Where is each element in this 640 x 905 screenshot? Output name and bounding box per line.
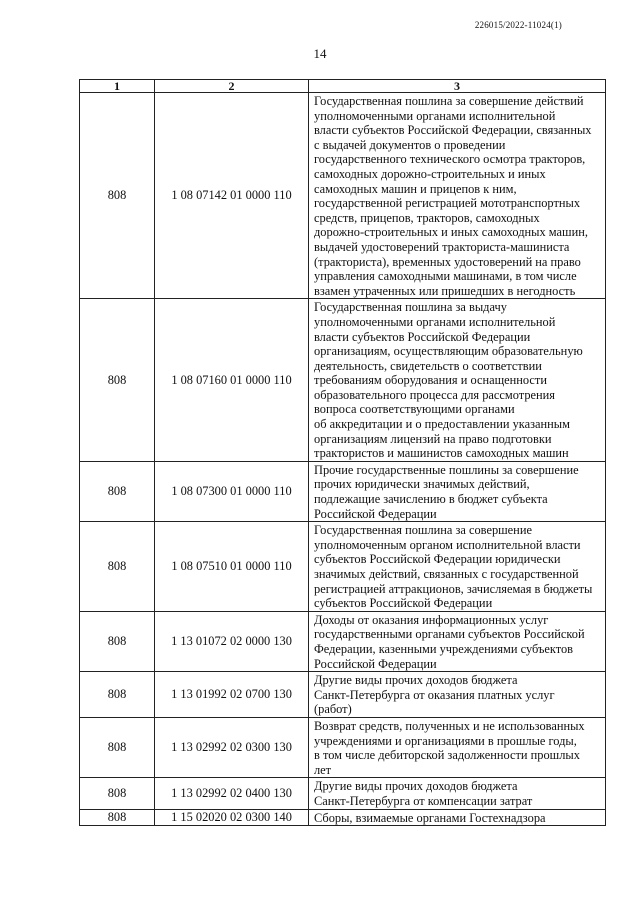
revenue-name-line: вопроса соответствующими органами bbox=[314, 402, 515, 417]
revenue-name-cell bbox=[309, 299, 606, 462]
revenue-name-line: подлежащие зачислению в бюджет субъекта bbox=[314, 492, 548, 507]
revenue-name-line: Сборы, взимаемые органами Гостехнадзора bbox=[314, 810, 546, 825]
revenue-code-cell: 1 08 07510 01 0000 110 bbox=[155, 522, 309, 612]
revenue-name-line: Другие виды прочих доходов бюджета bbox=[314, 779, 518, 794]
revenue-name-line: уполномоченным органом исполнительной власти bbox=[314, 537, 581, 552]
column-header: 2 bbox=[155, 80, 309, 93]
table-row bbox=[80, 522, 606, 612]
revenue-name-cell bbox=[309, 809, 606, 826]
revenue-name-cell bbox=[309, 461, 606, 521]
revenue-name-line: организациям, осуществляющим образовательную bbox=[314, 344, 583, 359]
revenue-name-cell bbox=[309, 717, 606, 777]
revenue-name-cell bbox=[309, 93, 606, 299]
admin-code-cell: 808 bbox=[80, 461, 155, 521]
revenue-name-line: значимых действий, связанных с государственной bbox=[314, 567, 579, 581]
admin-code-cell: 808 bbox=[80, 299, 155, 462]
revenue-code-cell: 1 13 02992 02 0400 130 bbox=[155, 778, 309, 809]
revenue-name-cell bbox=[309, 611, 606, 671]
table-row bbox=[80, 809, 606, 826]
table-row bbox=[80, 717, 606, 777]
revenue-code-cell: 1 08 07160 01 0000 110 bbox=[155, 299, 309, 462]
revenue-name-line: Санкт-Петербурга от компенсации затрат bbox=[314, 793, 533, 808]
admin-code-cell: 808 bbox=[80, 717, 155, 777]
table-row bbox=[80, 672, 606, 718]
revenue-name-line: Прочие государственные пошлины за совершение bbox=[314, 462, 579, 477]
revenue-name-line: управления самоходными машинами, в том числе bbox=[314, 269, 577, 284]
revenue-name-line: Государственная пошлина за совершение действий bbox=[314, 94, 584, 108]
revenue-name-line: организациям лицензий на право подготовки bbox=[314, 431, 552, 446]
page-number: 14 bbox=[313, 46, 327, 61]
column-header: 3 bbox=[309, 80, 606, 93]
revenue-name-cell bbox=[309, 672, 606, 718]
revenue-name-line: самоходных машин и прицепов к ним, bbox=[314, 181, 517, 196]
revenue-name-line: Федерации, казенными учреждениями субъектов bbox=[314, 641, 574, 656]
column-header: 1 bbox=[80, 80, 155, 93]
table-row bbox=[80, 778, 606, 809]
revenue-code-cell: 1 08 07300 01 0000 110 bbox=[155, 461, 309, 521]
revenue-name-line: уполномоченными органами исполнительной bbox=[314, 108, 556, 123]
table-row bbox=[80, 611, 606, 671]
revenue-name-line: образовательного процесса для рассмотрения bbox=[314, 387, 555, 402]
revenue-name-line: Возврат средств, полученных и не использованных bbox=[314, 718, 585, 733]
revenue-code-cell: 1 15 02020 02 0300 140 bbox=[155, 809, 309, 826]
revenue-name-line: прочих юридически значимых действий, bbox=[314, 477, 530, 492]
revenue-name-line: государственными органами субъектов Российской bbox=[314, 627, 585, 642]
table-header-row bbox=[80, 80, 606, 93]
revenue-name-line: уполномоченными органами исполнительной bbox=[314, 314, 556, 329]
table-row bbox=[80, 461, 606, 521]
revenue-name-line: средств, прицепов, тракторов, самоходных bbox=[314, 210, 540, 225]
revenue-name-line: Доходы от оказания информационных услуг bbox=[314, 612, 549, 627]
revenue-name-line: Государственная пошлина за выдачу bbox=[314, 300, 507, 315]
revenue-code-cell: 1 08 07142 01 0000 110 bbox=[155, 93, 309, 299]
revenue-name-line: об аккредитации и о предоставлении указанным bbox=[314, 417, 570, 432]
revenue-name-line: Российской Федерации bbox=[314, 656, 437, 671]
revenue-name-line: (работ) bbox=[314, 702, 352, 717]
table-row bbox=[80, 93, 606, 299]
document-number: 226015/2022-11024(1) bbox=[474, 20, 562, 30]
revenue-code-cell: 1 13 02992 02 0300 130 bbox=[155, 717, 309, 777]
revenue-name-line: субъектов Российской Федерации bbox=[314, 596, 493, 611]
revenue-code-cell: 1 13 01072 02 0000 130 bbox=[155, 611, 309, 671]
admin-code-cell: 808 bbox=[80, 672, 155, 718]
revenue-name-line: дорожно-строительных и иных самоходных машин, bbox=[314, 225, 588, 240]
revenue-name-line: Санкт-Петербурга от оказания платных услуг bbox=[314, 687, 555, 702]
revenue-name-line: Российской Федерации bbox=[314, 506, 437, 521]
revenue-name-line: регистрацией аттракционов, зачисляемая в бюджеты bbox=[314, 581, 593, 596]
revenue-name-line: учреждениями и организациями в прошлые годы, bbox=[314, 733, 577, 748]
revenue-name-line: трактористов и машинистов самоходных машин bbox=[314, 446, 569, 461]
revenue-name-line: Государственная пошлина за совершение bbox=[314, 523, 532, 538]
admin-code-cell: 808 bbox=[80, 809, 155, 826]
revenue-name-line: субъектов Российской Федерации юридически bbox=[314, 552, 561, 567]
revenue-name-cell bbox=[309, 778, 606, 809]
revenue-name-line: взамен утраченных или пришедших в негодность bbox=[314, 283, 576, 298]
admin-code-cell: 808 bbox=[80, 611, 155, 671]
admin-code-cell: 808 bbox=[80, 778, 155, 809]
revenue-name-line: Другие виды прочих доходов бюджета bbox=[314, 673, 518, 688]
revenue-code-cell: 1 13 01992 02 0700 130 bbox=[155, 672, 309, 718]
revenue-name-cell bbox=[309, 522, 606, 612]
revenue-name-line: требованиям оборудования и оснащенности bbox=[314, 373, 547, 388]
revenue-name-line: деятельность, свидетельств о соответствии bbox=[314, 358, 542, 373]
revenue-name-line: самоходных дорожно-строительных и иных bbox=[314, 166, 546, 181]
revenue-name-line: с выдачей документов о проведении bbox=[314, 137, 506, 152]
revenue-name-line: лет bbox=[314, 762, 332, 777]
revenue-name-line: власти субъектов Российской Федерации, связанных bbox=[314, 123, 592, 138]
revenue-name-line: (тракториста), временных удостоверений на право bbox=[314, 254, 581, 269]
revenue-name-line: государственного технического осмотра тракторов, bbox=[314, 152, 586, 167]
revenue-name-line: государственной регистрацией мототранспортных bbox=[314, 196, 581, 211]
revenue-codes-table bbox=[79, 79, 606, 826]
admin-code-cell: 808 bbox=[80, 93, 155, 299]
admin-code-cell: 808 bbox=[80, 522, 155, 612]
table-row bbox=[80, 299, 606, 462]
revenue-name-line: власти субъектов Российской Федерации bbox=[314, 329, 531, 344]
revenue-name-line: в том числе дебиторской задолженности прошлых bbox=[314, 748, 580, 763]
revenue-name-line: выдачей удостоверений тракториста-машиниста bbox=[314, 239, 570, 254]
